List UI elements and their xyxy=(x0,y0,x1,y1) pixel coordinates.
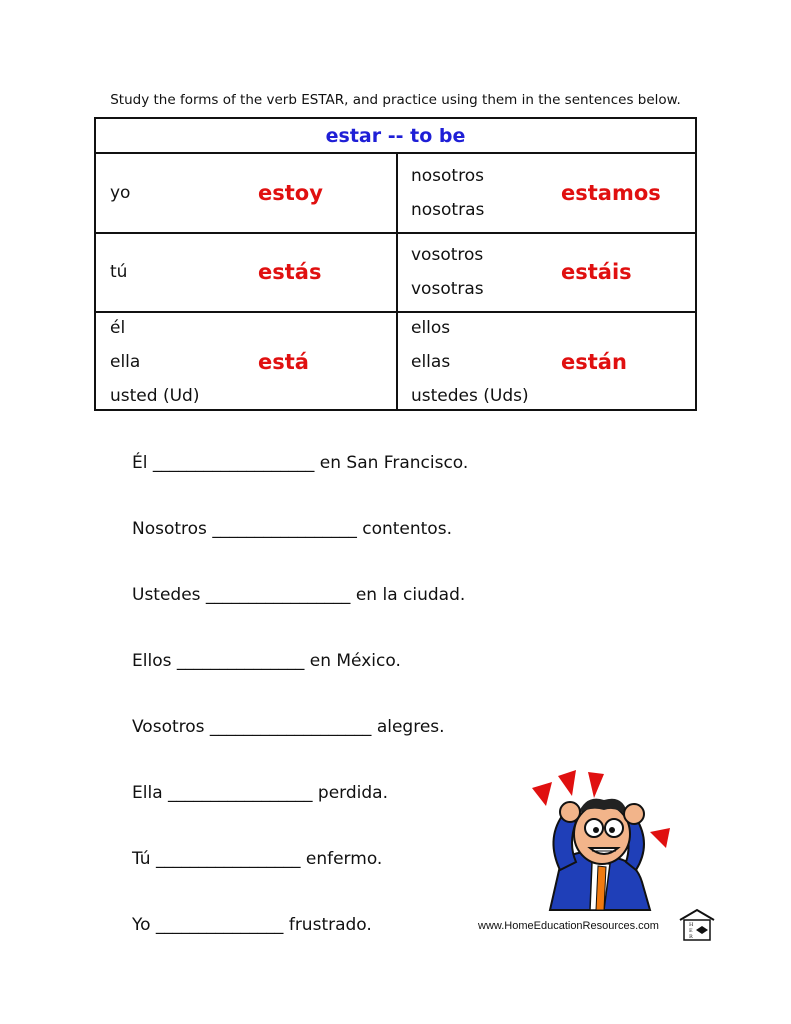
svg-text:E: E xyxy=(689,928,693,934)
practice-sentence: Él ___________________ en San Francisco. xyxy=(132,453,469,473)
verb-form-estais: estáis xyxy=(561,260,632,284)
practice-sentence: Yo _______________ frustrado. xyxy=(132,915,372,935)
practice-sentence: Tú _________________ enfermo. xyxy=(132,849,383,869)
pronoun-nosotras: nosotras xyxy=(411,200,485,220)
pronoun-tu: tú xyxy=(110,262,128,282)
frustrated-man-cartoon-icon xyxy=(532,770,672,915)
practice-sentence: Ustedes _________________ en la ciudad. xyxy=(132,585,466,605)
pronoun-ellas: ellas xyxy=(411,352,451,372)
verb-form-esta: está xyxy=(258,350,309,374)
footer-url: www.HomeEducationResources.com xyxy=(478,920,659,932)
table-row-divider xyxy=(96,232,695,234)
pronoun-vosotras: vosotras xyxy=(411,279,484,299)
practice-sentence: Nosotros _________________ contentos. xyxy=(132,519,452,539)
pronoun-el: él xyxy=(110,318,126,338)
svg-text:R: R xyxy=(689,934,693,940)
verb-form-estan: están xyxy=(561,350,627,374)
table-column-divider xyxy=(396,154,398,409)
pronoun-yo: yo xyxy=(110,183,131,203)
pronoun-ellos: ellos xyxy=(411,318,451,338)
pronoun-nosotros: nosotros xyxy=(411,166,484,186)
pronoun-ustedes: ustedes (Uds) xyxy=(411,386,529,406)
house-book-logo-icon xyxy=(678,908,716,942)
instruction-text: Study the forms of the verb ESTAR, and practice using them in the sentences below. xyxy=(110,92,681,108)
practice-sentence: Ellos _______________ en México. xyxy=(132,651,401,671)
verb-form-estamos: estamos xyxy=(561,181,661,205)
pronoun-ella: ella xyxy=(110,352,141,372)
pronoun-vosotros: vosotros xyxy=(411,245,484,265)
conjugation-table xyxy=(94,117,697,411)
verb-form-estas: estás xyxy=(258,260,322,284)
table-row-divider xyxy=(96,311,695,313)
practice-sentence: Ella _________________ perdida. xyxy=(132,783,388,803)
practice-sentence: Vosotros ___________________ alegres. xyxy=(132,717,445,737)
verb-form-estoy: estoy xyxy=(258,181,323,205)
table-header: estar -- to be xyxy=(96,119,695,154)
svg-text:H: H xyxy=(689,922,694,928)
pronoun-usted: usted (Ud) xyxy=(110,386,200,406)
